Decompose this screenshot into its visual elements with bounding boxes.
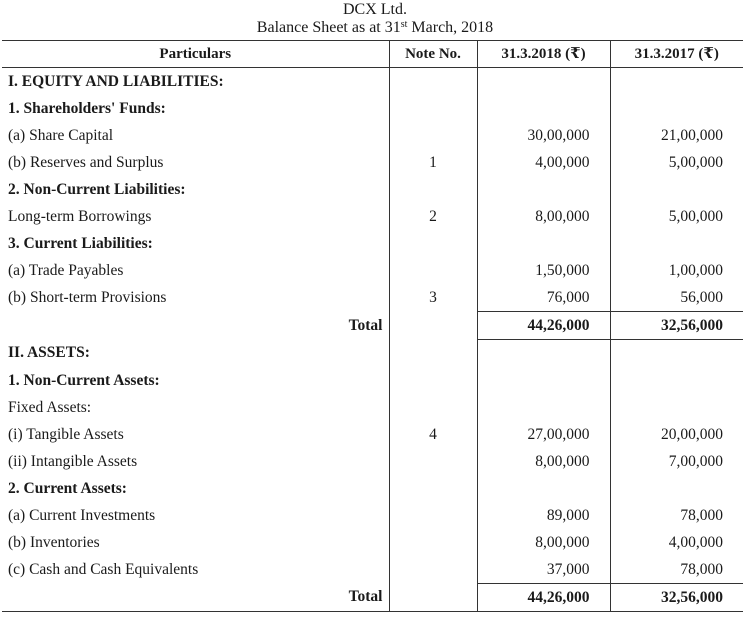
row-2018 (477, 394, 610, 421)
row-2017: 5,00,000 (668, 153, 723, 171)
row-label: 3. Current Liabilities: (2, 230, 389, 257)
table-row (2, 68, 743, 96)
row-2017 (610, 394, 743, 421)
row-note (389, 257, 477, 284)
row-2018: 27,00,000 (477, 421, 610, 448)
row-2017 (610, 340, 743, 368)
row-label: 1. Non-Current Assets: (2, 367, 389, 394)
header-particulars: Particulars (2, 41, 389, 68)
row-2017: 7,00,000 (668, 452, 723, 470)
row-label: 1. Shareholders' Funds: (2, 95, 389, 122)
row-2017: 4,00,000 (668, 533, 723, 551)
row-label: (b) Reserves and Surplus (2, 149, 389, 176)
total-row (2, 312, 743, 340)
row-note (389, 584, 477, 612)
table-row (2, 502, 743, 529)
total-label: Total (2, 584, 389, 612)
row-note (389, 556, 477, 584)
table-row (2, 176, 743, 203)
row-2018: 30,00,000 (477, 122, 610, 149)
row-label: I. EQUITY AND LIABILITIES: (2, 68, 389, 96)
row-2017: 21,00,000 (661, 126, 723, 144)
row-note (389, 367, 477, 394)
title-superscript: st (400, 19, 408, 30)
row-2018: 37,000 (477, 556, 610, 584)
row-label: 2. Non-Current Liabilities: (2, 176, 389, 203)
row-2017: 78,000 (680, 506, 723, 524)
row-2017 (610, 68, 743, 96)
row-2018: 1,50,000 (477, 257, 610, 284)
row-label: (i) Tangible Assets (2, 421, 389, 448)
row-note (389, 95, 477, 122)
row-label: Fixed Assets: (2, 394, 389, 421)
row-label: (a) Trade Payables (2, 257, 389, 284)
table-row (2, 257, 743, 284)
row-note (389, 394, 477, 421)
total-label: Total (2, 312, 389, 340)
table-row (2, 340, 743, 368)
row-label: (a) Current Investments (2, 502, 389, 529)
row-2018 (477, 230, 610, 257)
row-label: II. ASSETS: (2, 340, 389, 368)
row-label: (b) Short-term Provisions (2, 284, 389, 312)
row-2018 (477, 176, 610, 203)
total-2017: 32,56,000 (610, 584, 743, 612)
row-2018 (477, 475, 610, 502)
table-row (2, 122, 743, 149)
row-2017 (610, 230, 743, 257)
row-note: 3 (389, 284, 477, 312)
row-note (389, 230, 477, 257)
row-2018: 8,00,000 (477, 203, 610, 230)
row-2017 (610, 475, 743, 502)
row-2018: 8,00,000 (477, 529, 610, 556)
row-2017: 56,000 (680, 288, 723, 306)
row-2017 (610, 367, 743, 394)
row-2018: 89,000 (477, 502, 610, 529)
row-2018 (477, 95, 610, 122)
row-label: (ii) Intangible Assets (2, 448, 389, 475)
total-2018: 44,26,000 (477, 584, 610, 612)
title-prefix: Balance Sheet as at 31 (256, 19, 401, 36)
row-note (389, 312, 477, 340)
row-2017: 5,00,000 (668, 207, 723, 225)
row-note (389, 176, 477, 203)
row-note (389, 68, 477, 96)
row-label: (c) Cash and Cash Equivalents (2, 556, 389, 584)
table-row (2, 284, 743, 312)
header-2017: 31.3.2017 (₹) (610, 41, 743, 68)
row-label: Long-term Borrowings (2, 203, 389, 230)
balance-sheet-table (2, 40, 743, 612)
table-row (2, 529, 743, 556)
table-row (2, 448, 743, 475)
row-2018 (477, 68, 610, 96)
table-row (2, 475, 743, 502)
row-2017 (610, 176, 743, 203)
table-row (2, 367, 743, 394)
row-2018: 76,000 (477, 284, 610, 312)
row-label: (b) Inventories (2, 529, 389, 556)
header-note: Note No. (389, 41, 477, 68)
row-note (389, 340, 477, 368)
row-note (389, 529, 477, 556)
row-2018: 4,00,000 (477, 149, 610, 176)
table-row (2, 203, 743, 230)
header-2018: 31.3.2018 (₹) (477, 41, 610, 68)
table-row (2, 421, 743, 448)
row-2018 (477, 340, 610, 368)
row-2017 (610, 95, 743, 122)
sheet-title (0, 18, 750, 38)
table-row (2, 149, 743, 176)
row-2017: 1,00,000 (668, 261, 723, 279)
total-2018: 44,26,000 (477, 312, 610, 340)
company-name: DCX Ltd. (343, 1, 407, 18)
row-note: 2 (389, 203, 477, 230)
row-note (389, 122, 477, 149)
title-suffix: March, 2018 (407, 19, 494, 36)
row-2017: 20,00,000 (661, 425, 723, 443)
total-2017: 32,56,000 (610, 312, 743, 340)
table-row (2, 95, 743, 122)
row-note (389, 475, 477, 502)
table-row (2, 556, 743, 584)
row-label: 2. Current Assets: (2, 475, 389, 502)
total-row (2, 584, 743, 612)
table-row (2, 230, 743, 257)
row-2018 (477, 367, 610, 394)
row-note (389, 502, 477, 529)
table-row (2, 394, 743, 421)
header-row (2, 41, 743, 68)
row-label: (a) Share Capital (2, 122, 389, 149)
row-2017: 78,000 (680, 560, 723, 578)
row-2018: 8,00,000 (477, 448, 610, 475)
row-note: 4 (389, 421, 477, 448)
row-note: 1 (389, 149, 477, 176)
row-note (389, 448, 477, 475)
